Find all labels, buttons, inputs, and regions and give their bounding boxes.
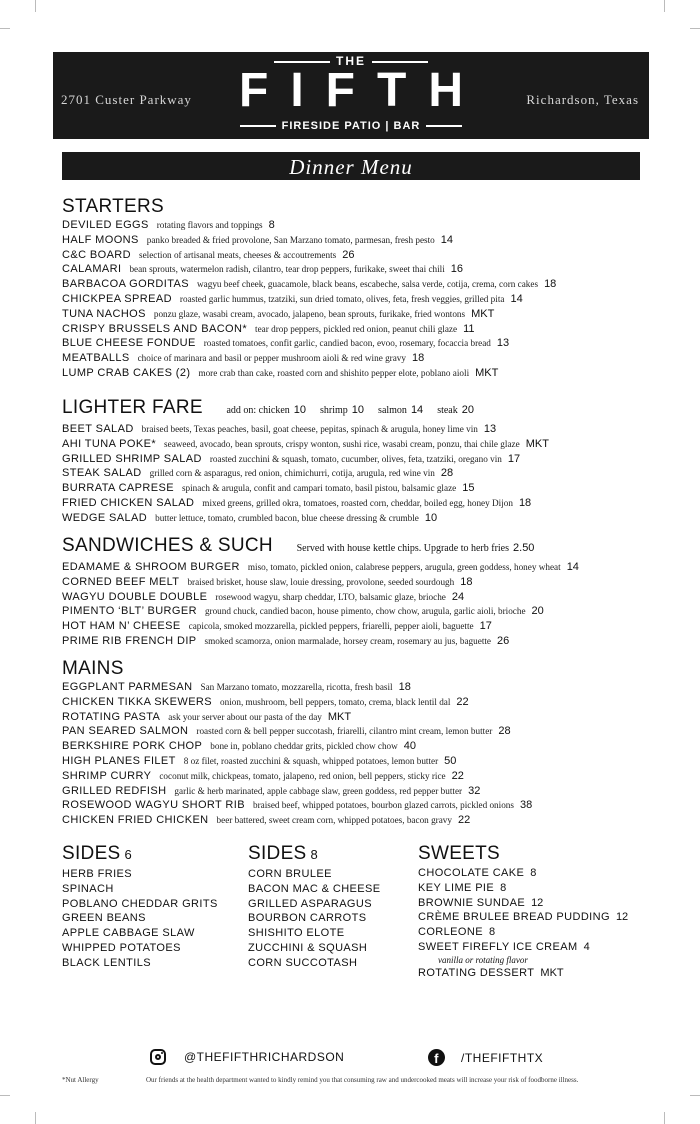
menu-item [62, 680, 662, 695]
menu-item [62, 351, 662, 366]
item-name: CRÈME BRULEE BREAD PUDDING [418, 911, 610, 924]
menu-item [62, 422, 662, 437]
side-item [62, 956, 218, 971]
item-name: AHI TUNA POKE* [62, 437, 157, 450]
menu-item [62, 739, 662, 754]
section-title-text: SANDWICHES & SUCH [62, 535, 273, 556]
item-price: 32 [468, 784, 481, 797]
item-name: MEATBALLS [62, 352, 130, 365]
item-description: coconut milk, chickpeas, tomato, jalapeno, red onion, bell peppers, sticky rice [159, 770, 446, 781]
item-name: BEET SALAD [62, 423, 134, 435]
item-price: 14 [566, 561, 579, 573]
item-name: HOT HAM N’ CHEESE [62, 620, 181, 633]
menu-item [62, 248, 662, 263]
item-name: GRILLED ASPARAGUS [248, 897, 372, 910]
menu-item [62, 452, 662, 467]
lighter-fare-section [62, 398, 662, 526]
addon-item [320, 405, 364, 416]
section-title [62, 398, 662, 421]
item-name: HIGH PLANES FILET [62, 754, 176, 767]
side-item [248, 867, 381, 882]
item-price: 8 [530, 867, 537, 879]
item-price: 20 [531, 605, 544, 618]
sides-8-column [248, 844, 381, 971]
menu-item [62, 277, 662, 292]
menu-item [62, 710, 662, 725]
side-item [248, 882, 381, 897]
item-name: POBLANO CHEDDAR GRITS [62, 897, 218, 910]
item-name: BARBACOA GORDITAS [62, 278, 190, 291]
item-description: tear drop peppers, pickled red onion, peanut chili glaze [255, 323, 458, 334]
item-description: wagyu beef cheek, guacamole, black beans, escabeche, salsa verde, cotija, crema, corn cakes [197, 279, 539, 290]
item-price: 10 [424, 511, 438, 524]
facebook-icon: f [428, 1049, 445, 1066]
addon-price: 10 [293, 404, 307, 416]
section-title-text: SIDES [62, 843, 121, 864]
item-name: BLUE CHEESE FONDUE [62, 337, 196, 350]
section-title: MAINS [62, 658, 124, 679]
addon-name: add on: chicken [226, 405, 290, 416]
crop-mark [690, 1095, 700, 1096]
sides-8-list [248, 867, 381, 971]
item-name: CORN SUCCOTASH [248, 956, 358, 969]
item-price: 28 [440, 467, 454, 480]
item-description: mixed greens, grilled okra, tomatoes, roasted corn, cheddar, boiled egg, honey Dijon [202, 497, 513, 508]
item-name: PIMENTO ‘BLT’ BURGER [62, 605, 197, 618]
side-item [248, 926, 381, 941]
item-name: ROTATING PASTA [62, 710, 161, 723]
menu-item [62, 437, 662, 452]
menu-item [62, 262, 662, 277]
sweet-item [418, 966, 628, 981]
item-name: STEAK SALAD [62, 467, 142, 480]
item-price: 18 [398, 681, 411, 693]
sweet-item [418, 925, 628, 940]
item-name: CORNED BEEF MELT [62, 575, 180, 588]
mains-list [62, 680, 662, 828]
item-description: more crab than cake, roasted corn and shishito pepper elote, poblano aioli [198, 367, 470, 378]
section-title [62, 536, 662, 559]
side-item [62, 926, 218, 941]
crop-mark [35, 1112, 36, 1124]
item-description: spinach & arugula, confit and campari tomato, basil pistou, balsamic glaze [181, 483, 457, 494]
item-price: 16 [450, 263, 464, 276]
item-name: CORLEONE [418, 926, 483, 939]
item-description: rosewood wagyu, sharp cheddar, LTO, balsamic glaze, brioche [215, 591, 446, 602]
menu-item [62, 695, 662, 710]
item-name: FRIED CHICKEN SALAD [62, 496, 195, 509]
item-name: HALF MOONS [62, 233, 139, 246]
item-description: rotating flavors and toppings [156, 220, 263, 230]
section-title: SWEETS [418, 843, 501, 864]
item-description: onion, mushroom, bell peppers, tomato, crema, black lentil dal [220, 696, 451, 707]
item-description: ponzu glaze, wasabi cream, avocado, jalapeno, bean sprouts, furikake, fried wontons [153, 308, 466, 319]
item-name: BOURBON CARROTS [248, 912, 367, 925]
item-price: 22 [456, 695, 469, 708]
addon-price: 10 [351, 404, 365, 416]
section-title [62, 844, 218, 865]
side-item [62, 941, 218, 956]
sweets-list [418, 866, 628, 981]
item-name: GRILLED SHRIMP SALAD [62, 452, 202, 465]
menu-item [62, 604, 662, 619]
menu-item [62, 233, 662, 248]
item-name: TUNA NACHOS [62, 307, 146, 320]
item-name: LUMP CRAB CAKES (2) [62, 366, 191, 379]
health-disclaimer: Our friends at the health department wanted to kindly remind you that consuming raw and undercooked meats will increase your risk of foodborne illness. [146, 1076, 579, 1084]
side-item [62, 867, 218, 882]
menu-item [62, 724, 662, 739]
sides-6-column [62, 844, 218, 971]
item-description: ask your server about our pasta of the day [168, 711, 322, 722]
menu-item [62, 634, 662, 649]
sweet-item [418, 940, 628, 955]
item-description: choice of marinara and basil or pepper mushroom aioli & red wine gravy [137, 353, 406, 364]
sweet-item [418, 881, 628, 896]
item-name: BERKSHIRE PORK CHOP [62, 740, 203, 753]
section-price: 8 [310, 847, 319, 862]
item-description: garlic & herb marinated, apple cabbage slaw, green goddess, red pepper butter [174, 785, 463, 796]
item-price: MKT [475, 366, 499, 379]
addon-name: shrimp [320, 405, 348, 416]
item-price: 26 [342, 248, 355, 261]
item-price: 14 [440, 233, 454, 246]
item-price: 22 [451, 769, 464, 782]
item-name: CALAMARI [62, 263, 122, 276]
addon-name: steak [437, 405, 458, 416]
item-name: WAGYU DOUBLE DOUBLE [62, 590, 208, 603]
menu-item [62, 307, 662, 322]
item-description: selection of artisanal meats, cheeses & accoutrements [139, 249, 337, 260]
sweet-item [418, 896, 628, 911]
item-name: HERB FRIES [62, 868, 133, 880]
menu-item [62, 813, 662, 828]
item-description: bean sprouts, watermelon radish, cilantro, tear drop peppers, furikake, sweet thai chili [129, 264, 445, 275]
item-price: 18 [460, 575, 473, 588]
address-street: 2701 Custer Parkway [61, 92, 192, 107]
item-name: SWEET FIREFLY ICE CREAM [418, 940, 578, 953]
menu-item [62, 798, 662, 813]
logo-subtitle: FIRESIDE PATIO | BAR [53, 120, 649, 132]
item-description: butter lettuce, tomato, crumbled bacon, blue cheese dressing & crumble [155, 512, 419, 523]
item-name: APPLE CABBAGE SLAW [62, 927, 195, 940]
menu-item [62, 590, 662, 605]
item-name: EGGPLANT PARMESAN [62, 681, 193, 693]
item-name: PAN SEARED SALMON [62, 725, 189, 738]
item-price: 13 [496, 337, 510, 350]
side-item [62, 882, 218, 897]
crop-mark [0, 1095, 10, 1096]
menu-item [62, 769, 662, 784]
sides-6-list [62, 867, 218, 971]
item-description: braised brisket, house slaw, louie dressing, provolone, seeded sourdough [187, 576, 455, 587]
side-item [248, 911, 381, 926]
item-name: CHICKPEA SPREAD [62, 292, 172, 305]
item-description: braised beets, Texas peaches, basil, goat cheese, pepitas, spinach & arugula, honey lime vin [141, 424, 478, 434]
section-price: 6 [124, 847, 133, 862]
item-name: SPINACH [62, 882, 114, 895]
item-price: MKT [525, 437, 549, 450]
item-description: panko breaded & fried provolone, San Marzano tomato, parmesan, fresh pesto [146, 234, 435, 245]
sandwiches-section [62, 536, 662, 649]
sweets-column [418, 844, 628, 981]
item-price: 50 [444, 754, 457, 767]
addon-item [437, 405, 474, 416]
item-price: 15 [462, 482, 475, 495]
ice-cream-note: vanilla or rotating flavor [438, 954, 528, 965]
item-name: CHICKEN FRIED CHICKEN [62, 814, 209, 827]
menu-item [62, 322, 662, 337]
item-price: MKT [327, 710, 352, 723]
side-item [248, 897, 381, 912]
item-name: GRILLED REDFISH [62, 784, 167, 797]
item-name: GREEN BEANS [62, 912, 146, 925]
item-name: CHOCOLATE CAKE [418, 867, 525, 879]
item-price: 11 [463, 322, 475, 335]
item-price: MKT [540, 966, 564, 979]
sweet-item [418, 910, 628, 925]
facebook-text: /THEFIFTHTX [461, 1050, 544, 1065]
item-name: ROSEWOOD WAGYU SHORT RIB [62, 799, 245, 812]
item-description: seaweed, avocado, bean sprouts, crispy wonton, sushi rice, wasabi cream, ponzu, thai chile glaze [164, 438, 520, 449]
item-name: PRIME RIB FRENCH DIP [62, 634, 197, 647]
starters-section [62, 197, 662, 381]
menu-item [62, 511, 662, 526]
crop-mark [0, 28, 10, 29]
item-price: 17 [507, 452, 521, 465]
addon-price: 14 [410, 404, 424, 416]
menu-item [62, 619, 662, 634]
item-name: BLACK LENTILS [62, 956, 151, 969]
section-title [248, 844, 381, 865]
item-description: beer battered, sweet cream corn, whipped potatoes, bacon gravy [216, 815, 452, 826]
side-item [248, 941, 381, 956]
menu-item [62, 496, 662, 511]
item-price: 12 [531, 896, 544, 909]
menu-item [62, 336, 662, 351]
item-name: BROWNIE SUNDAE [418, 896, 526, 909]
item-name: BACON MAC & CHEESE [248, 882, 381, 895]
item-name: BURRATA CAPRESE [62, 482, 174, 495]
item-price: 22 [458, 814, 471, 827]
item-name: C&C BOARD [62, 248, 131, 261]
item-name: KEY LIME PIE [418, 881, 495, 894]
side-item [62, 897, 218, 912]
menu-item [62, 754, 662, 769]
item-price: 18 [544, 278, 557, 291]
upgrade-note: Served with house kettle chips. Upgrade to herb fries [296, 543, 510, 554]
instagram-icon [150, 1049, 166, 1065]
instagram-handle[interactable] [150, 1049, 344, 1065]
crop-mark [690, 28, 700, 29]
item-price: 17 [479, 620, 492, 633]
logo-the: THE [53, 54, 649, 68]
item-price: 24 [451, 590, 465, 603]
item-description: roasted corn & bell pepper succotash, friarelli, cilantro mint cream, lemon butter [196, 726, 493, 737]
addon-price: 20 [461, 404, 474, 416]
item-description: San Marzano tomato, mozzarella, ricotta, fresh basil [200, 682, 393, 692]
menu-item [62, 575, 662, 590]
item-price: 28 [498, 725, 511, 738]
item-price: 13 [483, 423, 497, 435]
item-price: 8 [500, 881, 507, 894]
section-title-text: SIDES [248, 843, 307, 864]
crop-mark [35, 0, 36, 12]
item-description: smoked scamorza, onion marmalade, horsey cream, rosemary au jus, baguette [204, 635, 492, 646]
addons-note [226, 405, 488, 416]
sweet-item [418, 866, 628, 881]
item-price: 8 [268, 219, 275, 231]
instagram-text: @THEFIFTHRICHARDSON [184, 1050, 345, 1064]
menu-item [62, 784, 662, 799]
menu-banner: Dinner Menu [62, 152, 640, 180]
logo-name: FIFTH [239, 64, 485, 117]
menu-item [62, 366, 662, 381]
item-price: 8 [488, 926, 496, 939]
section-title-text: LIGHTER FARE [62, 397, 203, 418]
item-description: roasted garlic hummus, tzatziki, sun dried tomato, olives, feta, fresh veggies, grilled pita [179, 293, 505, 304]
item-description: roasted tomatoes, confit garlic, candied bacon, evoo, rosemary, focaccia bread [203, 338, 491, 349]
menu-item [62, 466, 662, 481]
item-price: 18 [518, 496, 532, 509]
upgrade-price: 2.50 [513, 542, 535, 554]
menu-item [62, 560, 662, 575]
addon-item [226, 405, 306, 416]
facebook-handle[interactable] [428, 1049, 543, 1066]
item-name: WHIPPED POTATOES [62, 941, 181, 954]
section-title: STARTERS [62, 196, 164, 217]
item-price: 40 [403, 740, 417, 753]
item-description: capicola, smoked mozzarella, pickled peppers, friarelli, pepper aioli, baguette [188, 621, 474, 632]
addon-name: salmon [378, 405, 407, 416]
sandwiches-note [297, 543, 535, 554]
address-city: Richardson, Texas [526, 92, 639, 107]
item-name: DEVILED EGGS [62, 219, 149, 231]
item-name: ZUCCHINI & SQUASH [248, 941, 368, 954]
item-price: 12 [615, 911, 629, 924]
item-price: 26 [497, 634, 510, 647]
mains-section [62, 659, 662, 828]
item-name: WEDGE SALAD [62, 511, 148, 524]
header-bar [53, 52, 649, 139]
item-price: 4 [583, 940, 590, 953]
item-description: grilled corn & asparagus, red onion, chimichurri, cotija, arugula, red wine vin [149, 468, 435, 479]
item-name: EDAMAME & SHROOM BURGER [62, 561, 240, 573]
starters-list [62, 218, 662, 381]
item-description: ground chuck, candied bacon, house pimento, chow chow, arugula, garlic aioli, brioche [204, 606, 526, 617]
item-description: braised beef, whipped potatoes, bourbon glazed carrots, pickled onions [252, 800, 514, 811]
item-price: 18 [411, 352, 425, 365]
item-description: roasted zucchini & squash, tomato, cucumber, olives, feta, tzatziki, oregano vin [209, 453, 502, 464]
nut-allergy-note: *Nut Allergy [62, 1076, 99, 1084]
item-description: bone in, poblano cheddar grits, pickled chow chow [210, 741, 398, 752]
crop-mark [664, 1112, 665, 1124]
item-description: miso, tomato, pickled onion, calabrese peppers, arugula, green goddess, honey wheat [247, 562, 561, 572]
sandwiches-list [62, 560, 662, 649]
item-name: CORN BRULEE [248, 868, 332, 880]
side-item [248, 956, 381, 971]
menu-item [62, 481, 662, 496]
item-price: 14 [510, 292, 523, 305]
item-name: SHISHITO ELOTE [248, 927, 345, 940]
lighter-fare-list [62, 422, 662, 526]
item-name: CRISPY BRUSSELS AND BACON* [62, 322, 248, 335]
item-description: 8 oz filet, roasted zucchini & squash, whipped potatoes, lemon butter [183, 755, 439, 766]
item-name: CHICKEN TIKKA SKEWERS [62, 695, 213, 708]
menu-item [62, 292, 662, 307]
addon-item [378, 405, 423, 416]
menu-item [62, 218, 662, 233]
item-price: MKT [471, 307, 495, 320]
item-name: ROTATING DESSERT [418, 966, 535, 979]
item-name: SHRIMP CURRY [62, 769, 152, 782]
side-item [62, 911, 218, 926]
crop-mark [664, 0, 665, 12]
item-price: 38 [519, 799, 533, 812]
